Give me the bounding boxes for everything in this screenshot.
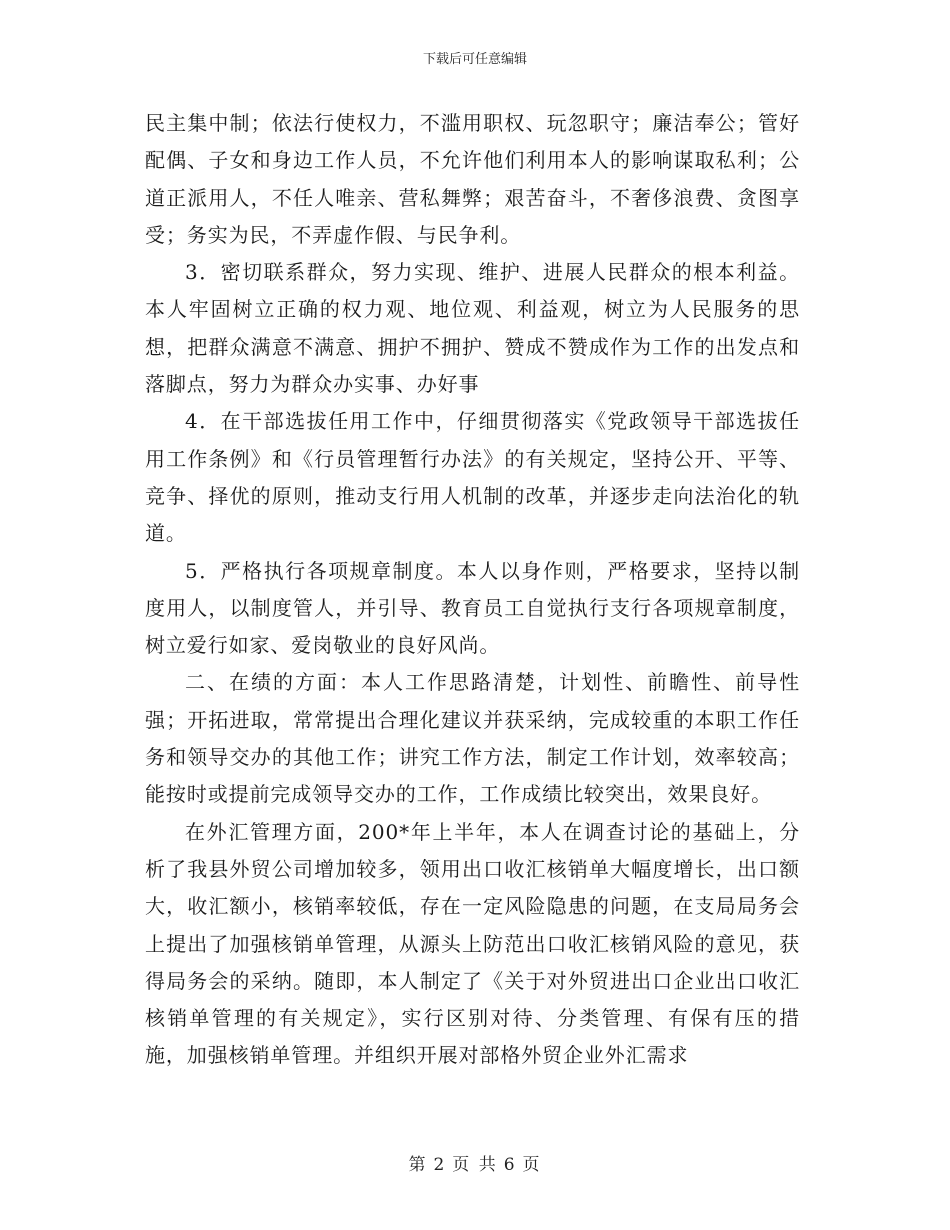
paragraph-section-2: 二、在绩的方面：本人工作思路清楚，计划性、前瞻性、前导性强；开拓进取，常常提出合理化建议并获采纳，完成较重的本职工作任务和领导交办的其他工作；讲究工作方法，制定工作计划，效率较高；能按时或提前完成领导交办的工作，工作成绩比较突出，效果良好。 — [145, 670, 800, 807]
footer-suffix: 页 — [522, 1155, 542, 1175]
page-footer — [0, 1155, 950, 1175]
paragraph-continuation: 民主集中制；依法行使权力，不滥用职权、玩忽职守；廉洁奉公；管好配偶、子女和身边工作人员，不允许他们利用本人的影响谋取私利；公道正派用人，不任人唯亲、营私舞弊；艰苦奋斗，不奢侈浪费、贪图享受；务实为民，不弄虚作假、与民争利。 — [145, 111, 800, 247]
paragraph-forex-management: 在外汇管理方面，200*年上半年，本人在调查讨论的基础上，分析了我县外贸公司增加较多，领用出口收汇核销单大幅度增长，出口额大，收汇额小，核销率较低，存在一定风险隐患的问题，在支局局务会上提出了加强核销单管理，从源头上防范出口收汇核销风险的意见，获得局务会的采纳。随即，本人制定了《关于对外贸进出口企业出口收汇核销单管理的有关规定》，实行区别对待、分类管理、有保有压的措施，加强核销单管理。并组织开展对部格外贸企业外汇需求 — [145, 819, 800, 1068]
paragraph-item-4: 4．在干部选拔任用工作中，仔细贯彻落实《党政领导干部选拔任用工作条例》和《行员管理暂行办法》的有关规定，坚持公开、平等、竞争、择优的原则，推动支行用人机制的改革，并逐步走向法治化的轨道。 — [145, 409, 800, 546]
document-body — [145, 105, 800, 1075]
paragraph-item-3: 3．密切联系群众，努力实现、维护、进展人民群众的根本利益。本人牢固树立正确的权力观、地位观、利益观，树立为人民服务的思想，把群众满意不满意、拥护不拥护、赞成不赞成作为工作的出发点和落脚点，努力为群众办实事、办好事 — [145, 260, 800, 397]
header-note: 下载后可任意编辑 — [422, 52, 527, 67]
page-number-current: 2 — [433, 1155, 447, 1175]
footer-prefix: 第 — [408, 1155, 428, 1175]
paragraph-item-5: 5．严格执行各项规章制度。本人以身作则，严格要求，坚持以制度用人，以制度管人，并引导、教育员工自觉执行支行各项规章制度，树立爱行如家、爱岗敬业的良好风尚。 — [145, 558, 800, 658]
page-number-total: 6 — [503, 1155, 517, 1175]
footer-middle: 页 共 — [452, 1155, 498, 1175]
page-header — [0, 52, 950, 68]
